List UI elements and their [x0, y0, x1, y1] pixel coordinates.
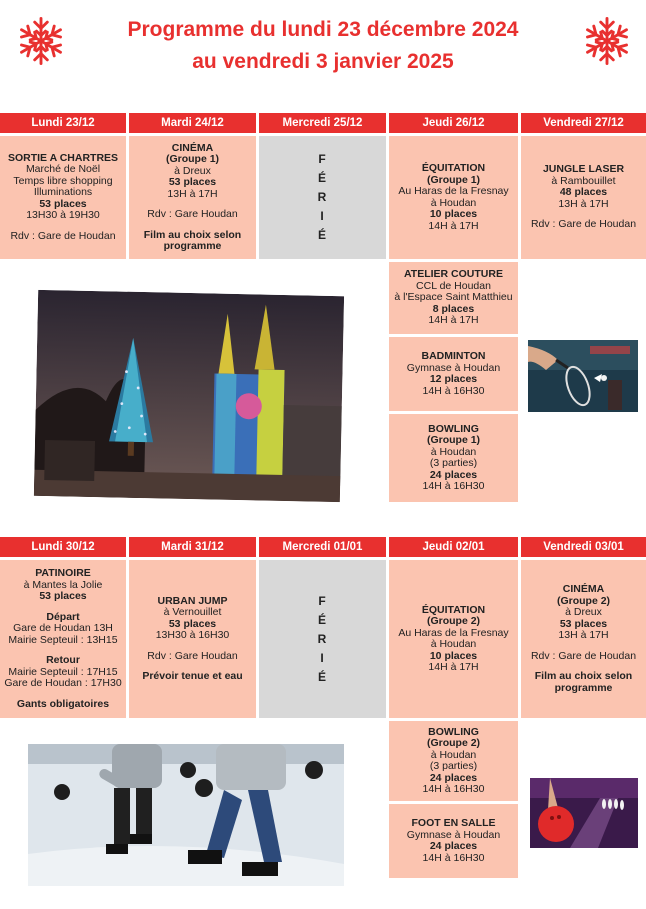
activity-places: 10 places: [429, 649, 478, 662]
activity-time: 14H à 17H: [428, 661, 479, 673]
activity-places: 24 places: [429, 840, 478, 852]
activity-departure: Mairie Septeuil : 13H15: [8, 633, 118, 646]
activity-time: 14H à 17H: [428, 219, 479, 232]
day-header: Jeudi 26/12: [389, 113, 518, 133]
holiday-letter: F: [318, 152, 327, 166]
activity-atelier-couture: [389, 262, 518, 334]
activity-note: Prévoir tenue et eau: [142, 670, 243, 682]
activity-title: JUNGLE LASER: [542, 163, 625, 176]
activity-location: à Dreux: [174, 164, 211, 177]
chartres-cathedral-photo: [34, 290, 344, 502]
activity-time: 14H à 17H: [428, 314, 479, 327]
snowflake-icon: [580, 14, 634, 68]
activity-places: 8 places: [432, 302, 475, 315]
day-header: Mercredi 01/01: [259, 537, 386, 557]
activity-return: Mairie Septeuil : 17H15: [8, 665, 118, 678]
activity-time: 13H30 à 19H30: [26, 209, 100, 222]
activity-location: Gymnase à Houdan: [406, 361, 501, 374]
activity-detail: (3 parties): [429, 457, 478, 469]
activity-title: PATINOIRE: [35, 567, 91, 579]
activity-departure-title: Départ: [46, 610, 80, 623]
page-subtitle: au vendredi 3 janvier 2025: [192, 50, 454, 73]
activity-jungle-laser: [521, 136, 646, 259]
activity-group: (Groupe 2): [556, 594, 611, 607]
activity-detail: Illuminations: [33, 186, 93, 199]
holiday-cell: [259, 136, 386, 259]
activity-urban-jump: [129, 560, 256, 718]
activity-places: 10 places: [429, 208, 478, 220]
page-title: Programme du lundi 23 décembre 2024: [127, 18, 519, 41]
day-header: Jeudi 02/01: [389, 537, 518, 557]
activity-title: FOOT EN SALLE: [411, 817, 496, 829]
activity-detail: (3 parties): [429, 760, 478, 772]
activity-title: ÉQUITATION: [421, 603, 486, 616]
activity-note: Film au choix selon: [534, 670, 633, 682]
activity-time: 13H à 17H: [558, 629, 609, 641]
activity-title: BADMINTON: [421, 350, 486, 362]
activity-location: Au Haras de la Fresnay: [398, 626, 509, 639]
activity-location: à Houdan: [430, 638, 477, 650]
activity-detail: Temps libre shopping: [13, 174, 113, 187]
day-header: Mardi 31/12: [129, 537, 256, 557]
holiday-letter: R: [317, 190, 328, 204]
activity-time: 13H à 17H: [558, 197, 609, 210]
activity-time: 13H30 à 16H30: [155, 629, 230, 641]
activity-time: 14H à 16H30: [422, 851, 485, 864]
activity-location: CCL de Houdan: [416, 279, 491, 292]
activity-note: Film au choix selon: [143, 228, 242, 241]
day-header: Mercredi 25/12: [259, 113, 386, 133]
activity-departure: Gare de Houdan 13H: [13, 622, 113, 634]
activity-title: CINÉMA: [562, 583, 605, 595]
holiday-letter: R: [317, 631, 328, 646]
activity-location: à l'Espace Saint Matthieu: [394, 291, 513, 304]
activity-time: 13H à 17H: [167, 187, 218, 200]
bowling-photo: [530, 778, 638, 848]
activity-group: (Groupe 1): [165, 153, 220, 165]
holiday-letter: É: [317, 612, 327, 627]
badminton-photo: [528, 340, 638, 412]
activity-title: SORTIE A CHARTRES: [7, 151, 119, 164]
activity-equitation-g1: [389, 136, 518, 259]
activity-location: à Houdan: [430, 196, 477, 209]
ice-skating-photo: [28, 744, 344, 886]
activity-title: BOWLING: [428, 725, 479, 738]
activity-location: à Mantes la Jolie: [23, 578, 103, 591]
holiday-cell: [259, 560, 386, 718]
activity-title: BOWLING: [428, 422, 479, 435]
activity-title: URBAN JUMP: [157, 594, 228, 607]
activity-time: 14H à 16H30: [422, 384, 485, 397]
activity-location: à Houdan: [430, 445, 477, 458]
activity-rdv: Rdv : Gare de Houdan: [530, 649, 637, 662]
activity-group: (Groupe 2): [426, 737, 481, 749]
activity-note: Gants obligatoires: [16, 697, 110, 710]
activity-return-title: Retour: [46, 654, 80, 666]
activity-rdv: Rdv : Gare de Houdan: [10, 229, 116, 242]
activity-group: (Groupe 1): [426, 434, 481, 446]
activity-places: 53 places: [39, 197, 87, 210]
holiday-letter: É: [317, 171, 327, 185]
activity-location: Au Haras de la Fresnay: [398, 185, 509, 197]
holiday-letter: É: [317, 669, 327, 684]
activity-places: 53 places: [39, 590, 87, 602]
day-header: Mardi 24/12: [129, 113, 256, 133]
day-header: Vendredi 03/01: [521, 537, 646, 557]
day-header: Vendredi 27/12: [521, 113, 646, 133]
activity-note: programme: [163, 240, 222, 252]
activity-patinoire: [0, 560, 126, 718]
holiday-letter: É: [317, 228, 327, 242]
activity-sortie-chartres: [0, 136, 126, 259]
activity-places: 53 places: [168, 176, 217, 188]
activity-places: 12 places: [429, 373, 478, 385]
activity-title: ÉQUITATION: [421, 162, 486, 174]
activity-rdv: Rdv : Gare Houdan: [147, 649, 238, 662]
activity-location: à Houdan: [430, 748, 477, 761]
holiday-letter: I: [320, 650, 325, 665]
activity-bowling-g2: [389, 721, 518, 801]
activity-location: à Dreux: [565, 606, 602, 618]
activity-foot-en-salle: [389, 804, 518, 878]
activity-places: 24 places: [429, 771, 478, 784]
activity-time: 14H à 16H30: [422, 783, 485, 795]
holiday-letter: F: [318, 593, 327, 608]
day-header: Lundi 30/12: [0, 537, 126, 557]
activity-places: 24 places: [429, 468, 478, 481]
activity-places: 53 places: [168, 617, 217, 630]
activity-places: 53 places: [559, 617, 608, 630]
activity-title: CINÉMA: [171, 141, 214, 154]
activity-location: à Rambouillet: [551, 174, 616, 187]
day-header: Lundi 23/12: [0, 113, 126, 133]
activity-places: 48 places: [559, 186, 608, 199]
holiday-letter: I: [320, 209, 325, 223]
activity-return: Gare de Houdan : 17H30: [4, 677, 122, 689]
activity-bowling-g1: [389, 414, 518, 502]
activity-note: programme: [554, 681, 613, 694]
activity-rdv: Rdv : Gare Houdan: [147, 208, 238, 220]
activity-time: 14H à 16H30: [422, 480, 485, 492]
activity-title: ATELIER COUTURE: [404, 268, 503, 281]
activity-group: (Groupe 2): [426, 615, 481, 627]
activity-cinema-g2: [521, 560, 646, 718]
activity-equitation-g2: [389, 560, 518, 718]
activity-cinema-g1: [129, 136, 256, 259]
activity-location: Gymnase à Houdan: [406, 828, 501, 841]
activity-group: (Groupe 1): [426, 173, 481, 186]
activity-detail: Marché de Noël: [25, 163, 101, 176]
activity-location: à Vernouillet: [163, 606, 222, 618]
activity-badminton: [389, 337, 518, 411]
activity-rdv: Rdv : Gare de Houdan: [530, 218, 637, 231]
